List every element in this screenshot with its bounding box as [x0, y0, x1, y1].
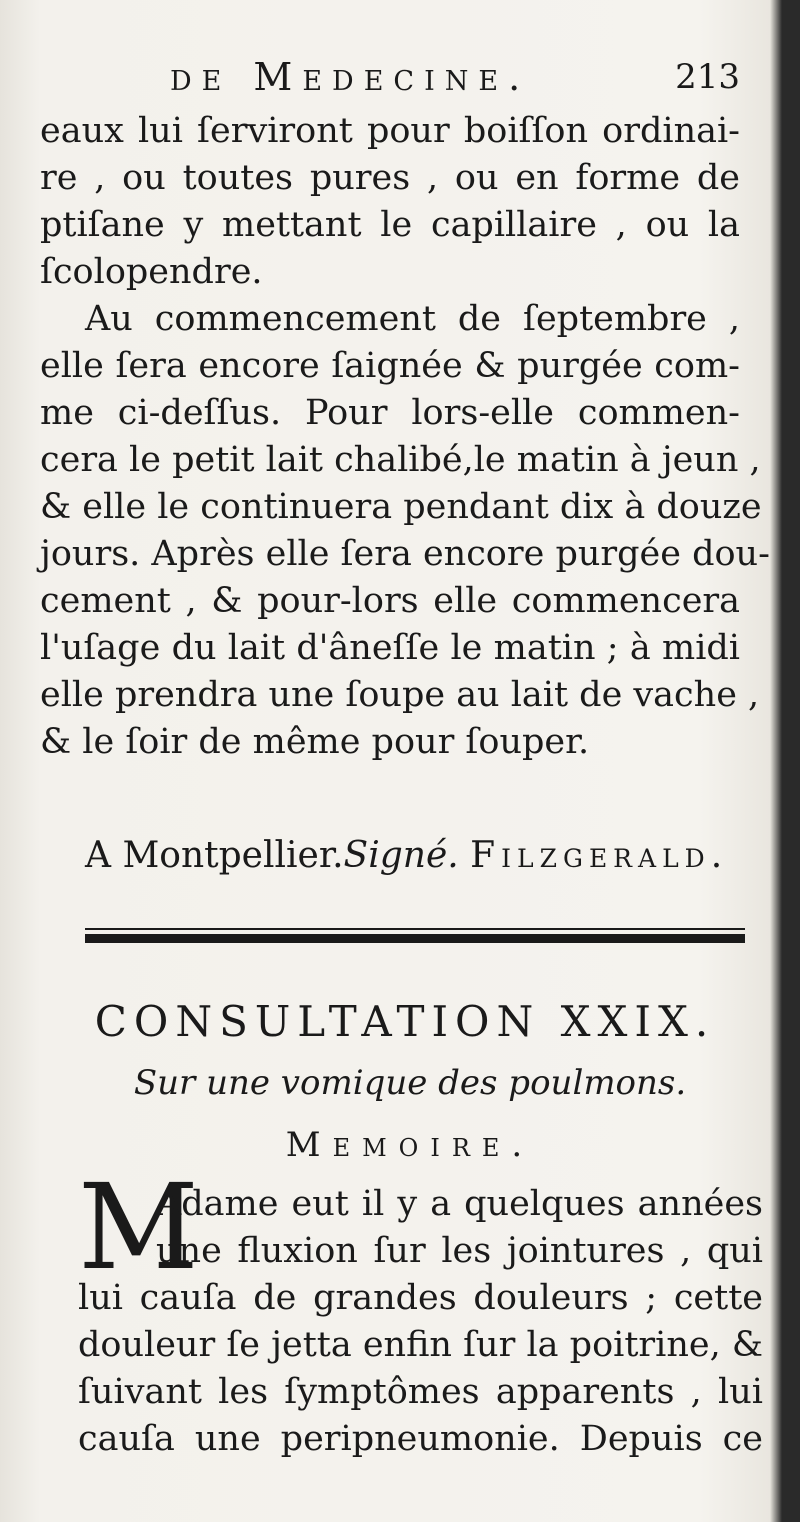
text-line: l'uſage du lait d'âneſſe le matin ; à midi [40, 628, 740, 668]
drop-cap: M [78, 1158, 199, 1296]
running-head: de Medecine. [170, 55, 531, 99]
signature-name: Filzgerald. [470, 835, 729, 876]
memoire-heading: Memoire. [285, 1125, 535, 1165]
page-number: 213 [675, 57, 740, 97]
text-line: me ci-deſſus. Pour lors-elle commen- [40, 393, 740, 433]
text-line: cera le petit lait chalibé,le matin à jeun , [40, 440, 761, 480]
text-line: Au commencement de ſeptembre , [85, 299, 740, 339]
text-line: Adame eut il y a quelques années [156, 1184, 763, 1224]
text-line: ſcolopendre. [40, 252, 263, 292]
text-line: ſuivant les ſymptômes apparents , lui [78, 1372, 763, 1412]
consultation-subtitle: Sur une vomique des poulmons. [133, 1063, 687, 1103]
text-line: lui cauſa de grandes douleurs ; cette [78, 1278, 763, 1318]
signature-signe: Signé. [343, 835, 459, 876]
text-line: re , ou toutes pures , ou en forme de [40, 158, 740, 198]
text-line: cauſa une peripneumonie. Depuis ce [78, 1419, 763, 1459]
section-divider [85, 928, 745, 946]
signature-place: A Montpellier. [85, 835, 344, 876]
text-line: & elle le continuera pendant dix à douze [40, 487, 762, 527]
divider-thin-line [85, 928, 745, 930]
divider-thick-line [85, 934, 745, 943]
text-line: jours. Après elle ſera encore purgée dou- [40, 534, 770, 574]
text-line: elle ſera encore ſaignée & purgée com- [40, 346, 740, 386]
page-header [150, 55, 740, 105]
text-line: douleur ſe jetta enfin ſur la poitrine, & [78, 1325, 763, 1365]
memoire-text [78, 1180, 763, 1462]
text-line: & le ſoir de même pour ſouper. [40, 722, 590, 762]
text-line: cement , & pour-lors elle commencera [40, 581, 740, 621]
text-line: eaux lui ſerviront pour boiſſon ordinai- [40, 111, 740, 151]
text-line: une fluxion ſur les jointures , qui [156, 1231, 763, 1271]
text-line: elle prendra une ſoupe au lait de vache , [40, 675, 760, 715]
body-text [40, 108, 770, 766]
signature-line [85, 835, 728, 876]
text-line: ptiſane y mettant le capillaire , ou la [40, 205, 740, 245]
consultation-title: CONSULTATION XXIX. [94, 997, 716, 1046]
